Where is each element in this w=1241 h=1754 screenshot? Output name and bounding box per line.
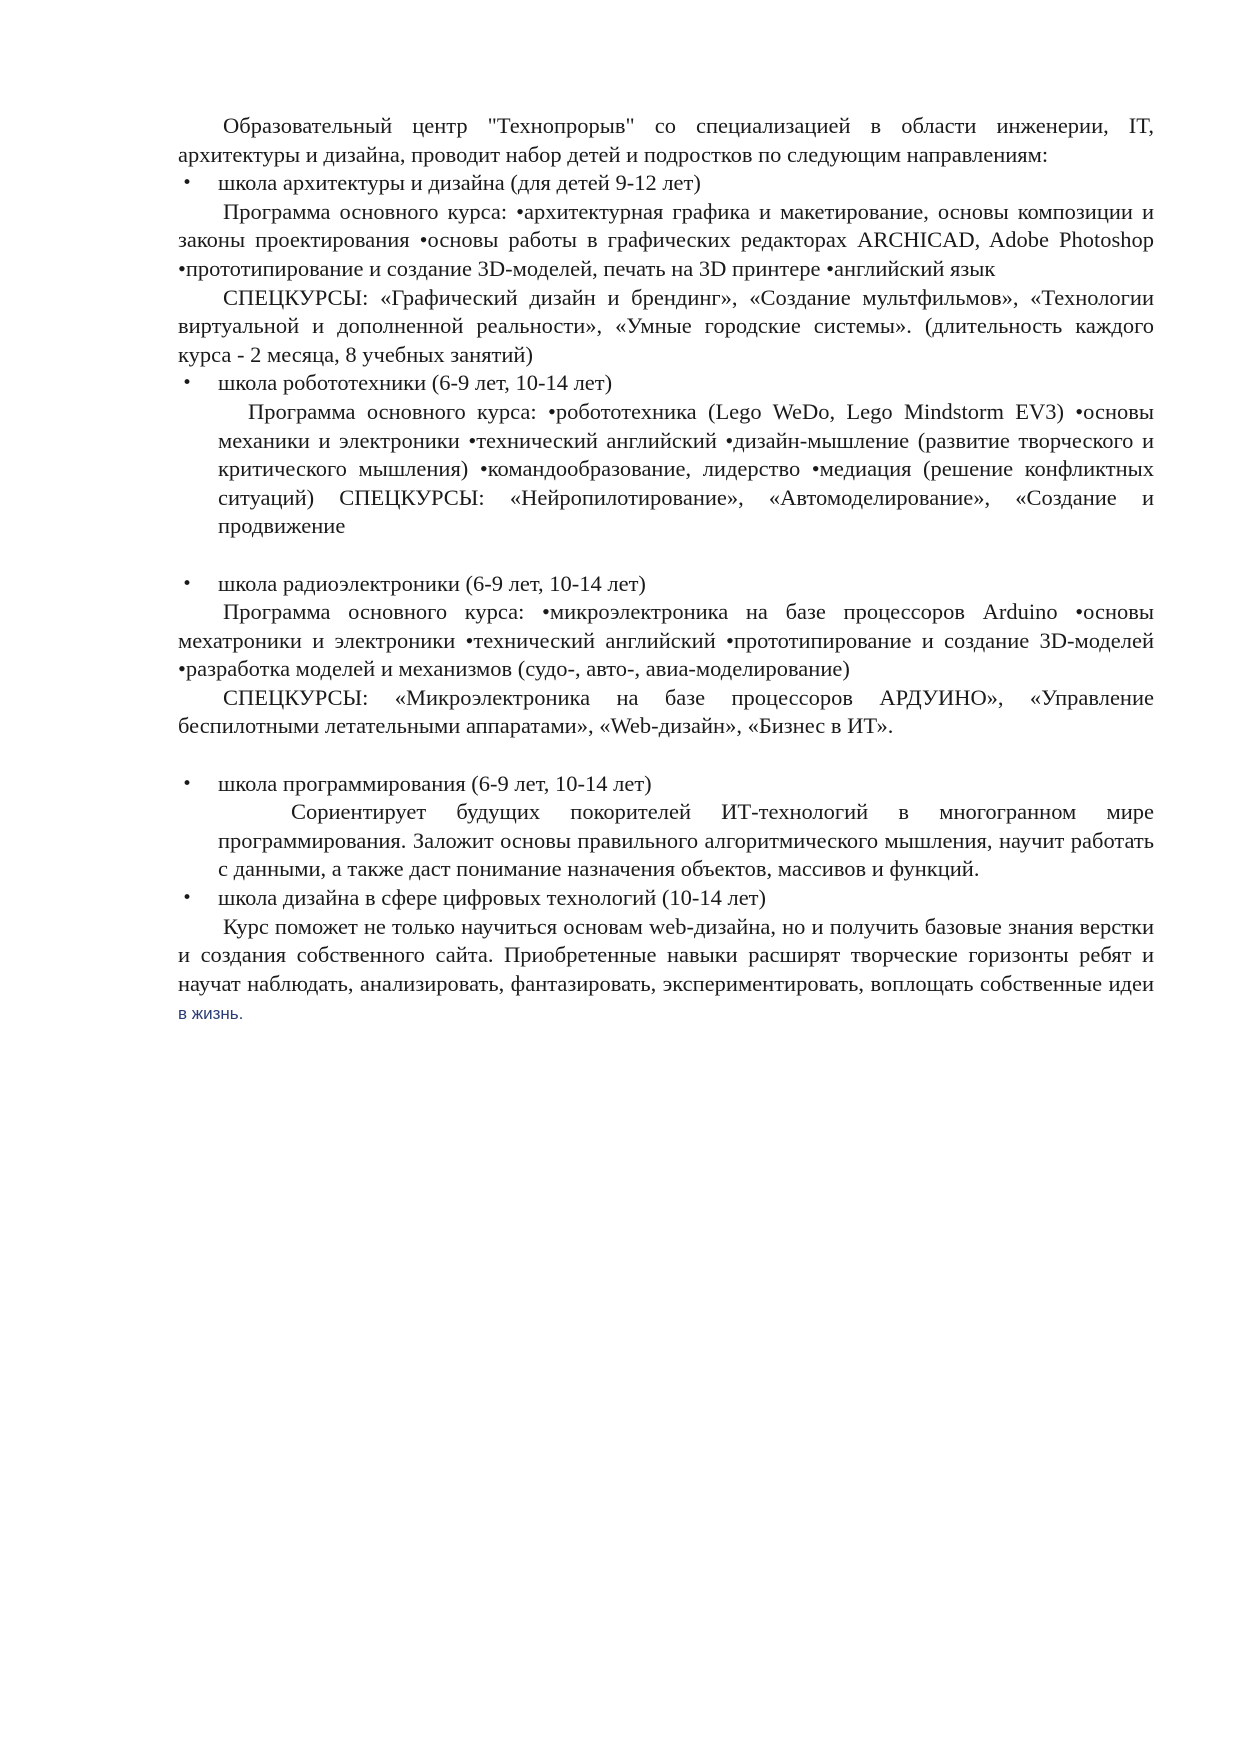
architecture-special-courses: СПЕЦКУРСЫ: «Графический дизайн и брендинг», «Создание мультфильмов», «Технологии виртуальной и дополненной реальности», «Умные городские системы». (длительность каждого курса - 2 месяца, 8 учебных занятий) [178,284,1154,367]
programming-description: Сориентирует будущих покорителей ИТ-технологий в многогранном мире программирования. Заложит основы правильного алгоритмического мышления, научит работать с данными, а также даст понимание назначения объектов, массивов и функций. [218,799,1154,882]
list-item-architecture-school [178,169,1154,198]
radioelectronics-program: Программа основного курса: •микроэлектроника на базе процессоров Arduino •основы мехатроники и электроники •технический английский •прототипирование и создание 3D-моделей •разработка моделей и механизмов (судо-, авто-, авиа-моделирование) [178,599,1154,682]
bullet-icon: • [182,573,193,594]
list-item-digital-design-school [178,884,1154,913]
document-body [178,112,1154,1029]
intro-paragraph: Образовательный центр "Технопрорыв" со специализацией в области инженерии, IT, архитектуры и дизайна, проводит набор детей и подростков по следующим направлениям: [178,113,1154,167]
bullet-icon: • [182,888,193,909]
digital-design-text: Курс поможет не только научиться основам web-дизайна, но и получить базовые знания верстки и создания собственного сайта. Приобретенные навыки расширят творческие горизонты ребят и научат наблюдать, анализировать, фантазировать, экспериментировать, воплощать собственные идеи [178,913,1154,996]
digital-design-description [178,913,1154,1029]
school-title: школа радиоэлектроники (6-9 лет, 10-14 лет) [218,570,646,596]
spacer [178,541,1154,570]
spacer [178,741,1154,770]
architecture-program: Программа основного курса: •архитектурная графика и макетирование, основы композиции и законы проектирования •основы работы в графических редакторах ARCHICAD, Adobe Photoshop •прототипирование и создание 3D-моделей, печать на 3D принтере •английский язык [178,198,1154,281]
list-item-programming-school [178,770,1154,799]
radioelectronics-special-courses: СПЕЦКУРСЫ: «Микроэлектроника на базе процессоров АРДУИНО», «Управление беспилотными летательными аппаратами», «Web-дизайн», «Бизнес в ИТ». [178,684,1154,739]
bullet-icon: • [182,773,193,794]
bullet-icon: • [182,173,193,194]
list-item-robotics-school [178,369,1154,398]
robotics-program: Программа основного курса: •робототехника (Lego WeDo, Lego Mindstorm EV3) •основы механики и электроники •технический английский •дизайн-мышление (развитие творческого и критического мышления) •командообразование, лидерство •медиация (решение конфликтных ситуаций) СПЕЦКУРСЫ: «Нейропилотирование», «Автомоделирование», «Создание и продвижение [218,398,1154,539]
school-title: школа дизайна в сфере цифровых технологий (10-14 лет) [218,885,767,911]
bullet-icon: • [182,373,193,394]
school-title: школа архитектуры и дизайна (для детей 9-12 лет) [218,170,701,196]
list-item-radioelectronics-school [178,570,1154,599]
in-life-link-text: в жизнь. [178,1004,244,1024]
school-title: школа программирования (6-9 лет, 10-14 лет) [218,770,652,796]
school-title: школа робототехники (6-9 лет, 10-14 лет) [218,370,613,396]
